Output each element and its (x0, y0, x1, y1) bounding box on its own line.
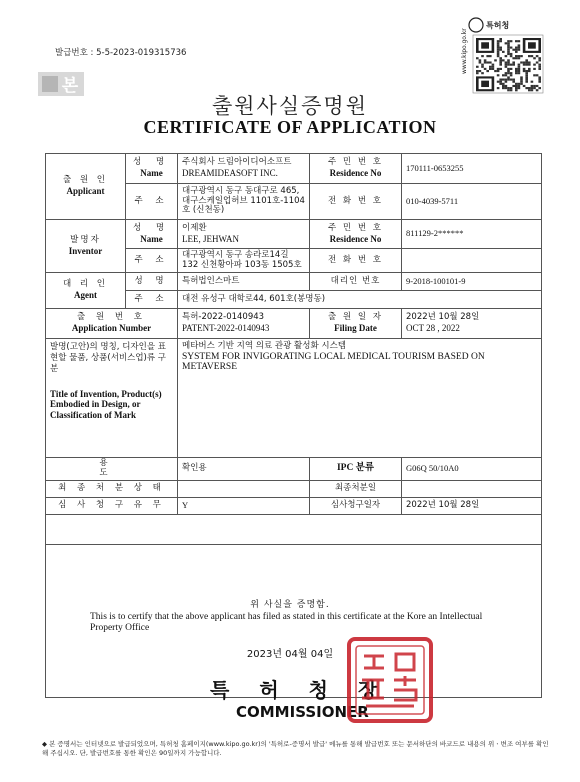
certification-statement-english: This is to certify that the above applicant has filed as stated in this certificate at the Kore an Intellectual Property Office (90, 612, 483, 633)
exam-request-row (46, 497, 542, 514)
applicant-phone-label: 전 화 번 호 (310, 184, 402, 220)
ipc-value: G06Q 50/10A0 (402, 458, 542, 481)
exam-request-value: Y (178, 497, 310, 514)
agent-id-label: 대리인 번호 (310, 273, 402, 291)
exam-request-label: 심 사 청 구 유 무 (46, 497, 178, 514)
qr-label: www.kipo.go.kr (461, 28, 468, 74)
issuer-korean: 특허청장 (210, 678, 408, 702)
inventor-address-label: 주 소 (126, 249, 178, 273)
applicant-label-cell: 출 원 인 Applicant (46, 154, 126, 220)
inventor-id-label: 주 민 번 호 Residence No (310, 220, 402, 249)
invention-row (46, 339, 542, 458)
application-number-value: 특허-2022-0140943 PATENT-2022-0140943 (178, 309, 310, 339)
application-number-label: 출 원 번 호 Application Number (46, 309, 178, 339)
certification-statement-korean: 위 사실을 증명함. (250, 600, 330, 610)
applicant-name-value: 주식회사 드림아이디어소프트 DREAMIDEASOFT INC. (178, 154, 310, 184)
applicant-id-value: 170111-0653255 (402, 154, 542, 184)
ipc-label: IPC 분류 (310, 458, 402, 481)
final-status-date-label: 최종처분일 (310, 480, 402, 497)
agent-address-value: 대전 유성구 대학로44, 601호(봉명동) (178, 291, 542, 309)
agent-name-row (46, 273, 542, 291)
inventor-label-cell: 발명자 Inventor (46, 220, 126, 273)
invention-label-cell: 발명(고안)의 명칭, 디자인을 표현할 물품, 상품(서비스업)류 구분 Title of Invention, Product(s) Embodied in Design, or Classification of Mark (46, 339, 178, 458)
exam-request-date-label: 심사청구일자 (310, 497, 402, 514)
applicant-phone-value: 010-4039-5711 (402, 184, 542, 220)
applicant-id-label: 주 민 번 호 Residence No (310, 154, 402, 184)
stamp-char: 본 (61, 76, 79, 96)
exam-request-date-value: 2022년 10월 28일 (402, 497, 542, 514)
inventor-name-row (46, 220, 542, 249)
inventor-name-value: 이제환 LEE, JEHWAN (178, 220, 310, 249)
agent-id-value: 9-2018-100101-9 (402, 273, 542, 291)
blank-row (46, 514, 542, 544)
inventor-id-value: 811129-2****** (402, 220, 542, 249)
final-status-label: 최 종 처 분 상 태 (46, 480, 178, 497)
purpose-label: 용 도 (46, 458, 178, 481)
applicant-address-value: 대구광역시 동구 동대구로 465, 대구스케일업허브 1101호-1104호 (신천동) (178, 184, 310, 220)
kipo-logo-text: 특허청 (486, 21, 510, 30)
final-status-row (46, 480, 542, 497)
issue-number: 발급번호 : 5-5-2023-019315736 (55, 48, 187, 58)
filing-date-label: 출 원 일 자 Filing Date (310, 309, 402, 339)
applicant-name-label: 성 명 Name (126, 154, 178, 184)
agent-name-label: 성 명 (126, 273, 178, 291)
footer-note: ◆ 본 증명서는 인터넷으로 발급되었으며, 특허청 홈페이지(www.kipo.go.kr)의 '특허로-증명서 발급' 메뉴를 통해 발급번호 또는 문서하단의 바코드로 내용의 위ㆍ변조 여부를 확인해 주십시오. 단, 발급번호를 통한 확인은 90일까지 가능합니다. (42, 740, 549, 757)
kipo-logo-icon (469, 18, 483, 32)
applicant-name-row (46, 154, 542, 184)
inventor-phone-label: 전 화 번 호 (310, 249, 402, 273)
application-row (46, 309, 542, 339)
issuer-english: COMMISSIONER (236, 703, 369, 721)
inventor-phone-value (402, 249, 542, 273)
invention-title-cell: 메타버스 기반 지역 의료 관광 활성화 시스템 SYSTEM FOR INVIGORATING LOCAL MEDICAL TOURISM BASED ON METAVERSE (178, 339, 542, 458)
title-english: CERTIFICATE OF APPLICATION (143, 117, 437, 137)
purpose-value: 확인용 (178, 458, 310, 481)
final-status-value (178, 480, 310, 497)
blank-cell (46, 514, 542, 544)
filing-date-value: 2022년 10월 28일 OCT 28 , 2022 (402, 309, 542, 339)
final-status-date-value (402, 480, 542, 497)
applicant-address-label: 주 소 (126, 184, 178, 220)
issue-date: 2023년 04월 04일 (246, 649, 334, 660)
agent-address-label: 주 소 (126, 291, 178, 309)
official-seal (346, 636, 434, 724)
agent-name-value: 특허법인스마트 (178, 273, 310, 291)
agent-label-cell: 대 리 인 Agent (46, 273, 126, 309)
qr-code (452, 14, 548, 96)
title-korean: 출원사실증명원 (211, 94, 368, 118)
inventor-name-label: 성 명 Name (126, 220, 178, 249)
inventor-address-value: 대구광역시 동구 송라로14길 132 신천황아파 103동 1505호 (178, 249, 310, 273)
purpose-row (46, 458, 542, 481)
